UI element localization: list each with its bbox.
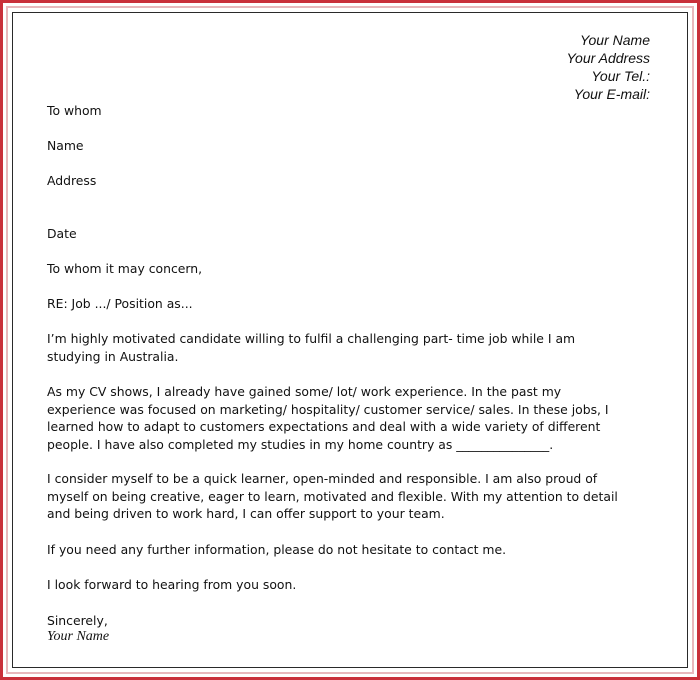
closing-phrase: Sincerely, [47,613,108,628]
paragraph-qualities [47,470,647,523]
signature-name: Your Name [47,629,110,644]
recipient-address: Address [47,173,97,188]
paragraph-line: experience was focused on marketing/ hospitality/ customer service/ sales. In these jobs, I [47,401,609,417]
recipient-name: Name [47,138,84,153]
paragraph-intro [47,330,647,365]
paragraph-contact [47,541,647,559]
paragraph-line: I consider myself to be a quick learner, open-minded and responsible. I am also proud of [47,471,598,486]
sender-address: Your Address [566,50,650,66]
subject-line: RE: Job .../ Position as... [47,296,193,311]
paragraph-line: learned how to adapt to customers expectations and deal with a wide variety of different [47,419,601,434]
sender-block [566,31,650,103]
paragraph-line: myself on being creative, eager to learn, motivated and flexible. With my attention to detail [47,488,618,504]
paragraph-line: and being driven to work hard, I can offer support to your team. [47,506,445,521]
salutation: To whom it may concern, [47,261,203,276]
sender-name: Your Name [579,32,650,48]
paragraph-line: As my CV shows, I already have gained some/ lot/ work experience. In the past my [47,384,562,399]
paragraph-experience [47,383,647,453]
sender-email: Your E-mail: [573,86,650,102]
sender-tel: Your Tel.: [591,68,650,84]
paragraph-line: studying in Australia. [47,348,179,364]
paragraph-line: If you need any further information, please do not hesitate to contact me. [47,542,507,557]
recipient-to: To whom [47,103,102,118]
paragraph-line: I look forward to hearing from you soon. [47,577,297,592]
paragraph-closing [47,576,647,594]
letter-date: Date [47,226,77,241]
paragraph-line: I’m highly motivated candidate willing to fulfil a challenging part- time job while I am [47,331,576,346]
paragraph-line: people. I have also completed my studies in my home country as _______________. [47,436,554,452]
